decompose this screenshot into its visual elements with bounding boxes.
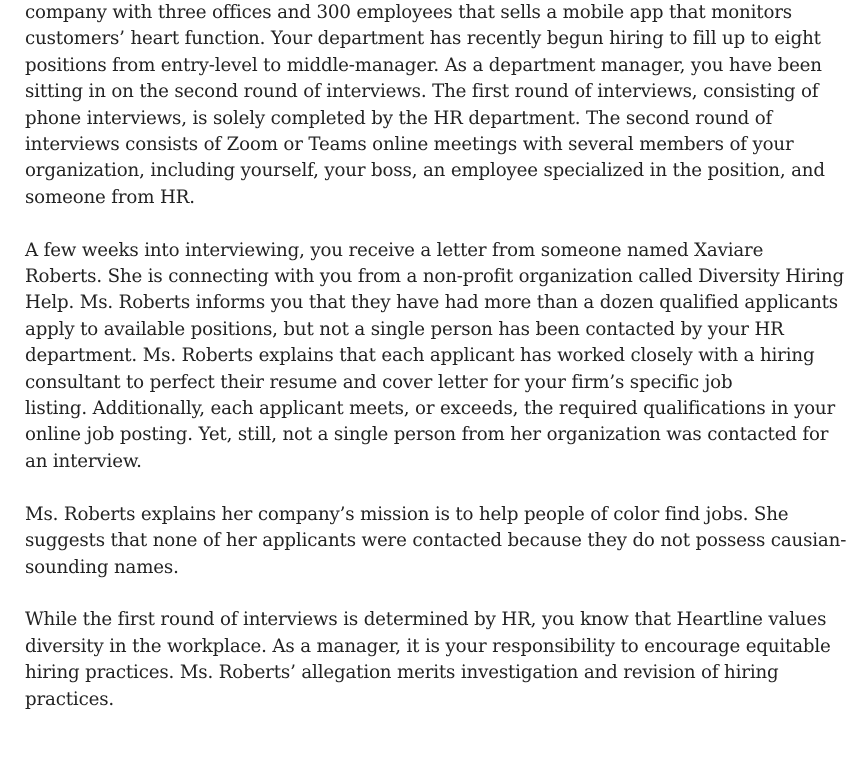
text-line: phone interviews, is solely completed by the HR department. The second round of bbox=[25, 107, 773, 129]
text-line: customers’ heart function. Your department has recently begun hiring to fill up to eight bbox=[25, 28, 821, 50]
text-line: department. Ms. Roberts explains that each applicant has worked closely with a hiring bbox=[25, 345, 815, 367]
text-line: an interview. bbox=[25, 450, 142, 472]
text-line: sounding names. bbox=[25, 556, 179, 578]
paragraph-manager-responsibility bbox=[25, 607, 855, 713]
text-line: While the first round of interviews is determined by HR, you know that Heartline values bbox=[25, 609, 827, 631]
paragraph-roberts-letter bbox=[25, 238, 855, 476]
text-line: consultant to perfect their resume and cover letter for your firm’s specific job bbox=[25, 371, 733, 393]
text-line: diversity in the workplace. As a manager, it is your responsibility to encourage equitable bbox=[25, 635, 831, 657]
paragraph-spacer bbox=[25, 211, 855, 237]
paragraph-company-mission bbox=[25, 502, 855, 581]
paragraph-company-context bbox=[25, 0, 855, 211]
text-line: Help. Ms. Roberts informs you that they have had more than a dozen qualified applicants bbox=[25, 292, 838, 314]
text-line: suggests that none of her applicants were contacted because they do not possess causian- bbox=[25, 530, 847, 552]
paragraph-spacer bbox=[25, 581, 855, 607]
text-line: interviews consists of Zoom or Teams online meetings with several members of your bbox=[25, 134, 794, 156]
text-line: sitting in on the second round of interviews. The first round of interviews, consisting of bbox=[25, 81, 819, 103]
text-line: organization, including yourself, your boss, an employee specialized in the position, and bbox=[25, 160, 825, 182]
text-line: apply to available positions, but not a single person has been contacted by your HR bbox=[25, 318, 784, 340]
text-line: practices. bbox=[25, 688, 115, 710]
text-line: positions from entry-level to middle-manager. As a department manager, you have been bbox=[25, 54, 822, 76]
text-line: someone from HR. bbox=[25, 186, 195, 208]
text-line: company with three offices and 300 employees that sells a mobile app that monitors bbox=[25, 2, 792, 23]
paragraph-spacer bbox=[25, 475, 855, 501]
text-line: Ms. Roberts explains her company’s mission is to help people of color find jobs. She bbox=[25, 503, 789, 525]
text-line: A few weeks into interviewing, you receive a letter from someone named Xaviare bbox=[25, 239, 764, 261]
text-line: hiring practices. Ms. Roberts’ allegation merits investigation and revision of hiring bbox=[25, 662, 779, 684]
text-line: Roberts. She is connecting with you from a non-profit organization called Diversity Hiring bbox=[25, 266, 844, 288]
text-line: listing. Additionally, each applicant meets, or exceeds, the required qualifications in your bbox=[25, 398, 836, 420]
text-line: online job posting. Yet, still, not a single person from her organization was contacted for bbox=[25, 424, 829, 446]
document-body bbox=[25, 0, 855, 713]
